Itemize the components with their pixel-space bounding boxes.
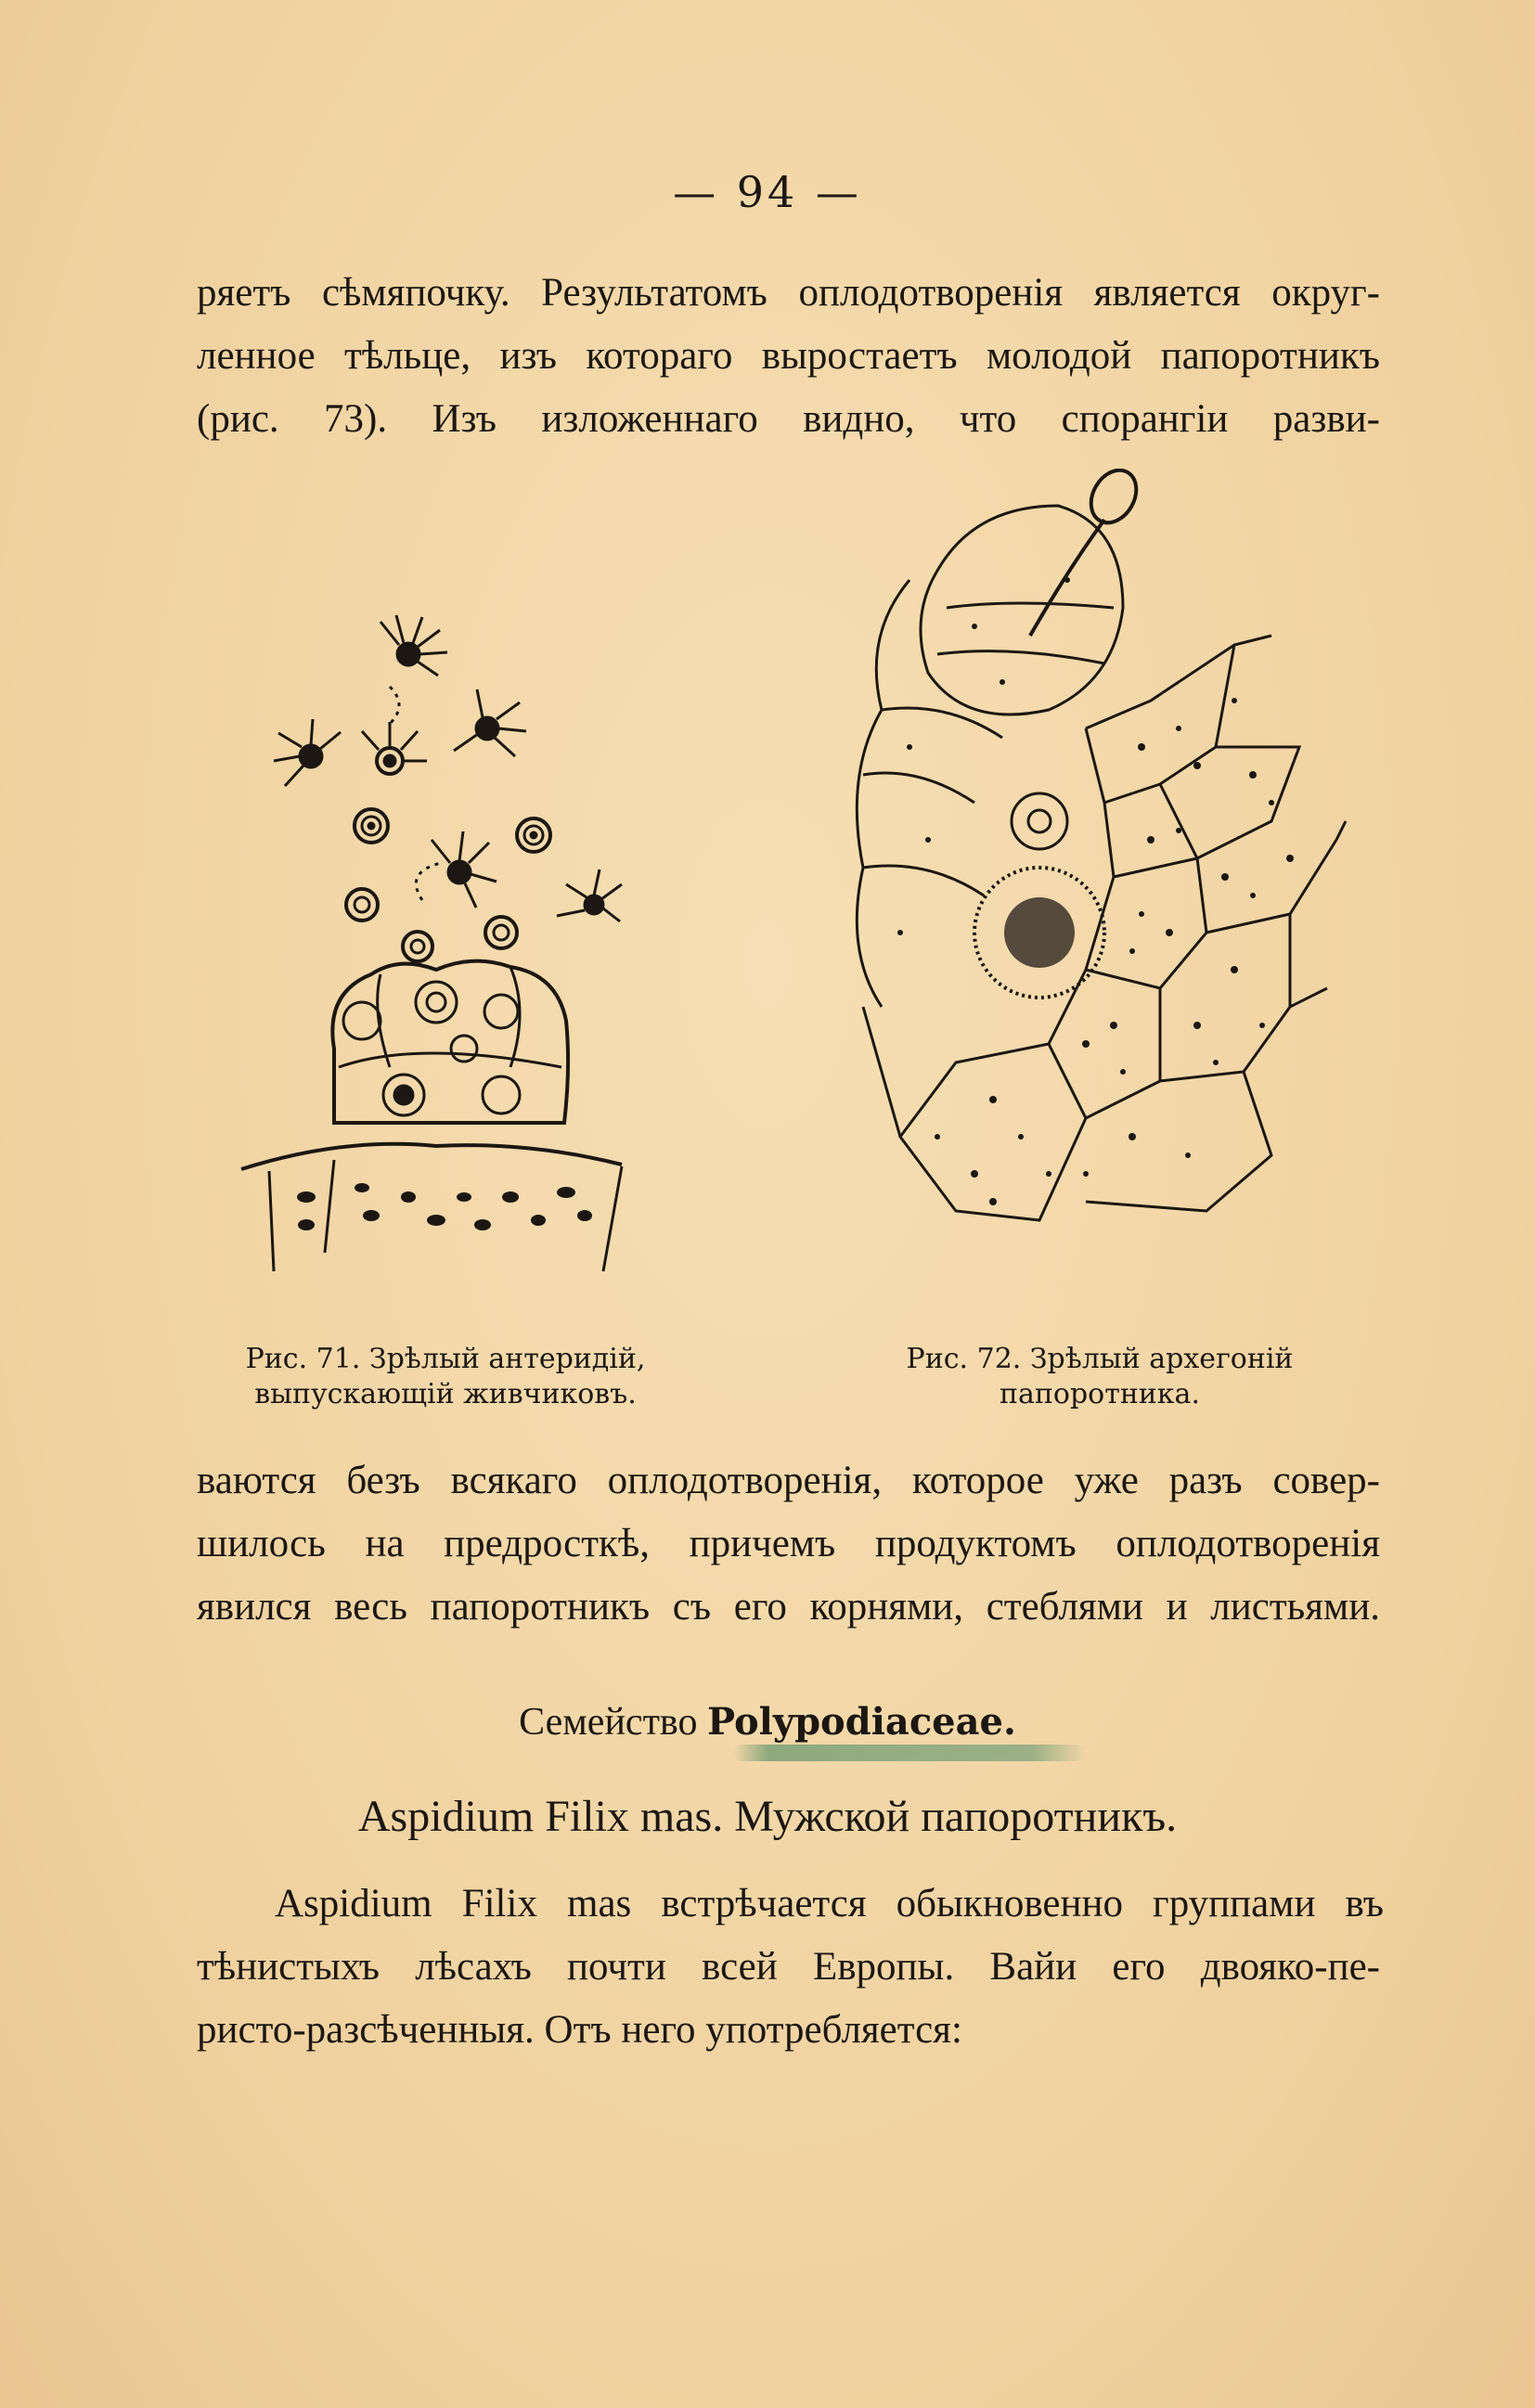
text-line: тѣнистыхъ лѣсахъ почти всей Европы. Вайи его двояко-пе- [197,1945,1380,1989]
spermatozoid [381,615,447,676]
figure-72-archegonium-illustration [807,469,1355,1276]
figure-71-caption [195,1342,696,1412]
text-line: шилось на предросткѣ, причемъ продуктомъ оплодотворенія [197,1522,1380,1565]
text-line: ряетъ сѣмяпочку. Результатомъ оплодотворенія является округ- [197,271,1380,315]
family-heading [0,1700,1535,1745]
caption-line: Рис. 72. Зрѣлый архегоній [906,1343,1294,1375]
caption-line: Рис. 71. Зрѣлый антеридій, [245,1343,646,1375]
page-number: — 94 — [673,167,862,217]
prothallium-base [241,1144,622,1169]
green-underline-mark [733,1745,1086,1761]
spermatozoid [517,818,550,852]
text-line: явился весь папоротникъ съ его корнями, стеблями и листьями. [197,1585,1380,1629]
spermatozoid [485,917,517,948]
paragraph-2 [197,1449,1380,1639]
cell-network [900,636,1336,1220]
figure-71-antheridium-illustration [232,603,640,1299]
caption-line: папоротника. [1000,1378,1200,1410]
spermatozoid [362,722,427,774]
antheridium-wall [332,961,568,1123]
figure-72-caption [835,1342,1364,1412]
spermatozoid [432,831,497,908]
caption-line: выпускающій живчиковъ. [254,1378,637,1410]
text-line: Aspidium Filix mas встрѣчается обыкновенно группами въ [275,1882,1384,1925]
family-prefix: Семейство [519,1701,698,1744]
text-line: ристо-разсѣченныя. Отъ него употребляется: [197,2008,962,2052]
paragraph-3-first-line [275,1873,1384,1936]
species-heading: Aspidium Filix mas. Мужской папоротникъ. [357,1792,1178,1841]
spermatozoid [355,809,388,843]
family-name: Polypodiaceae. [706,1700,1016,1744]
text-line: ваются безъ всякаго оплодотворенія, которое уже разъ совер- [197,1459,1380,1502]
spermatozoid [454,689,526,756]
paragraph-3 [197,1936,1380,2062]
spermatozoid [557,869,622,921]
text-line: (рис. 73). Изъ изложеннаго видно, что спорангіи разви- [197,397,1380,441]
spermatozoid [274,719,341,786]
paragraph-1 [197,262,1380,451]
spermatozoid [403,932,432,961]
text-line: ленное тѣльце, изъ котораго выростаетъ молодой папоротникъ [197,334,1380,378]
spermatozoid [346,889,378,921]
